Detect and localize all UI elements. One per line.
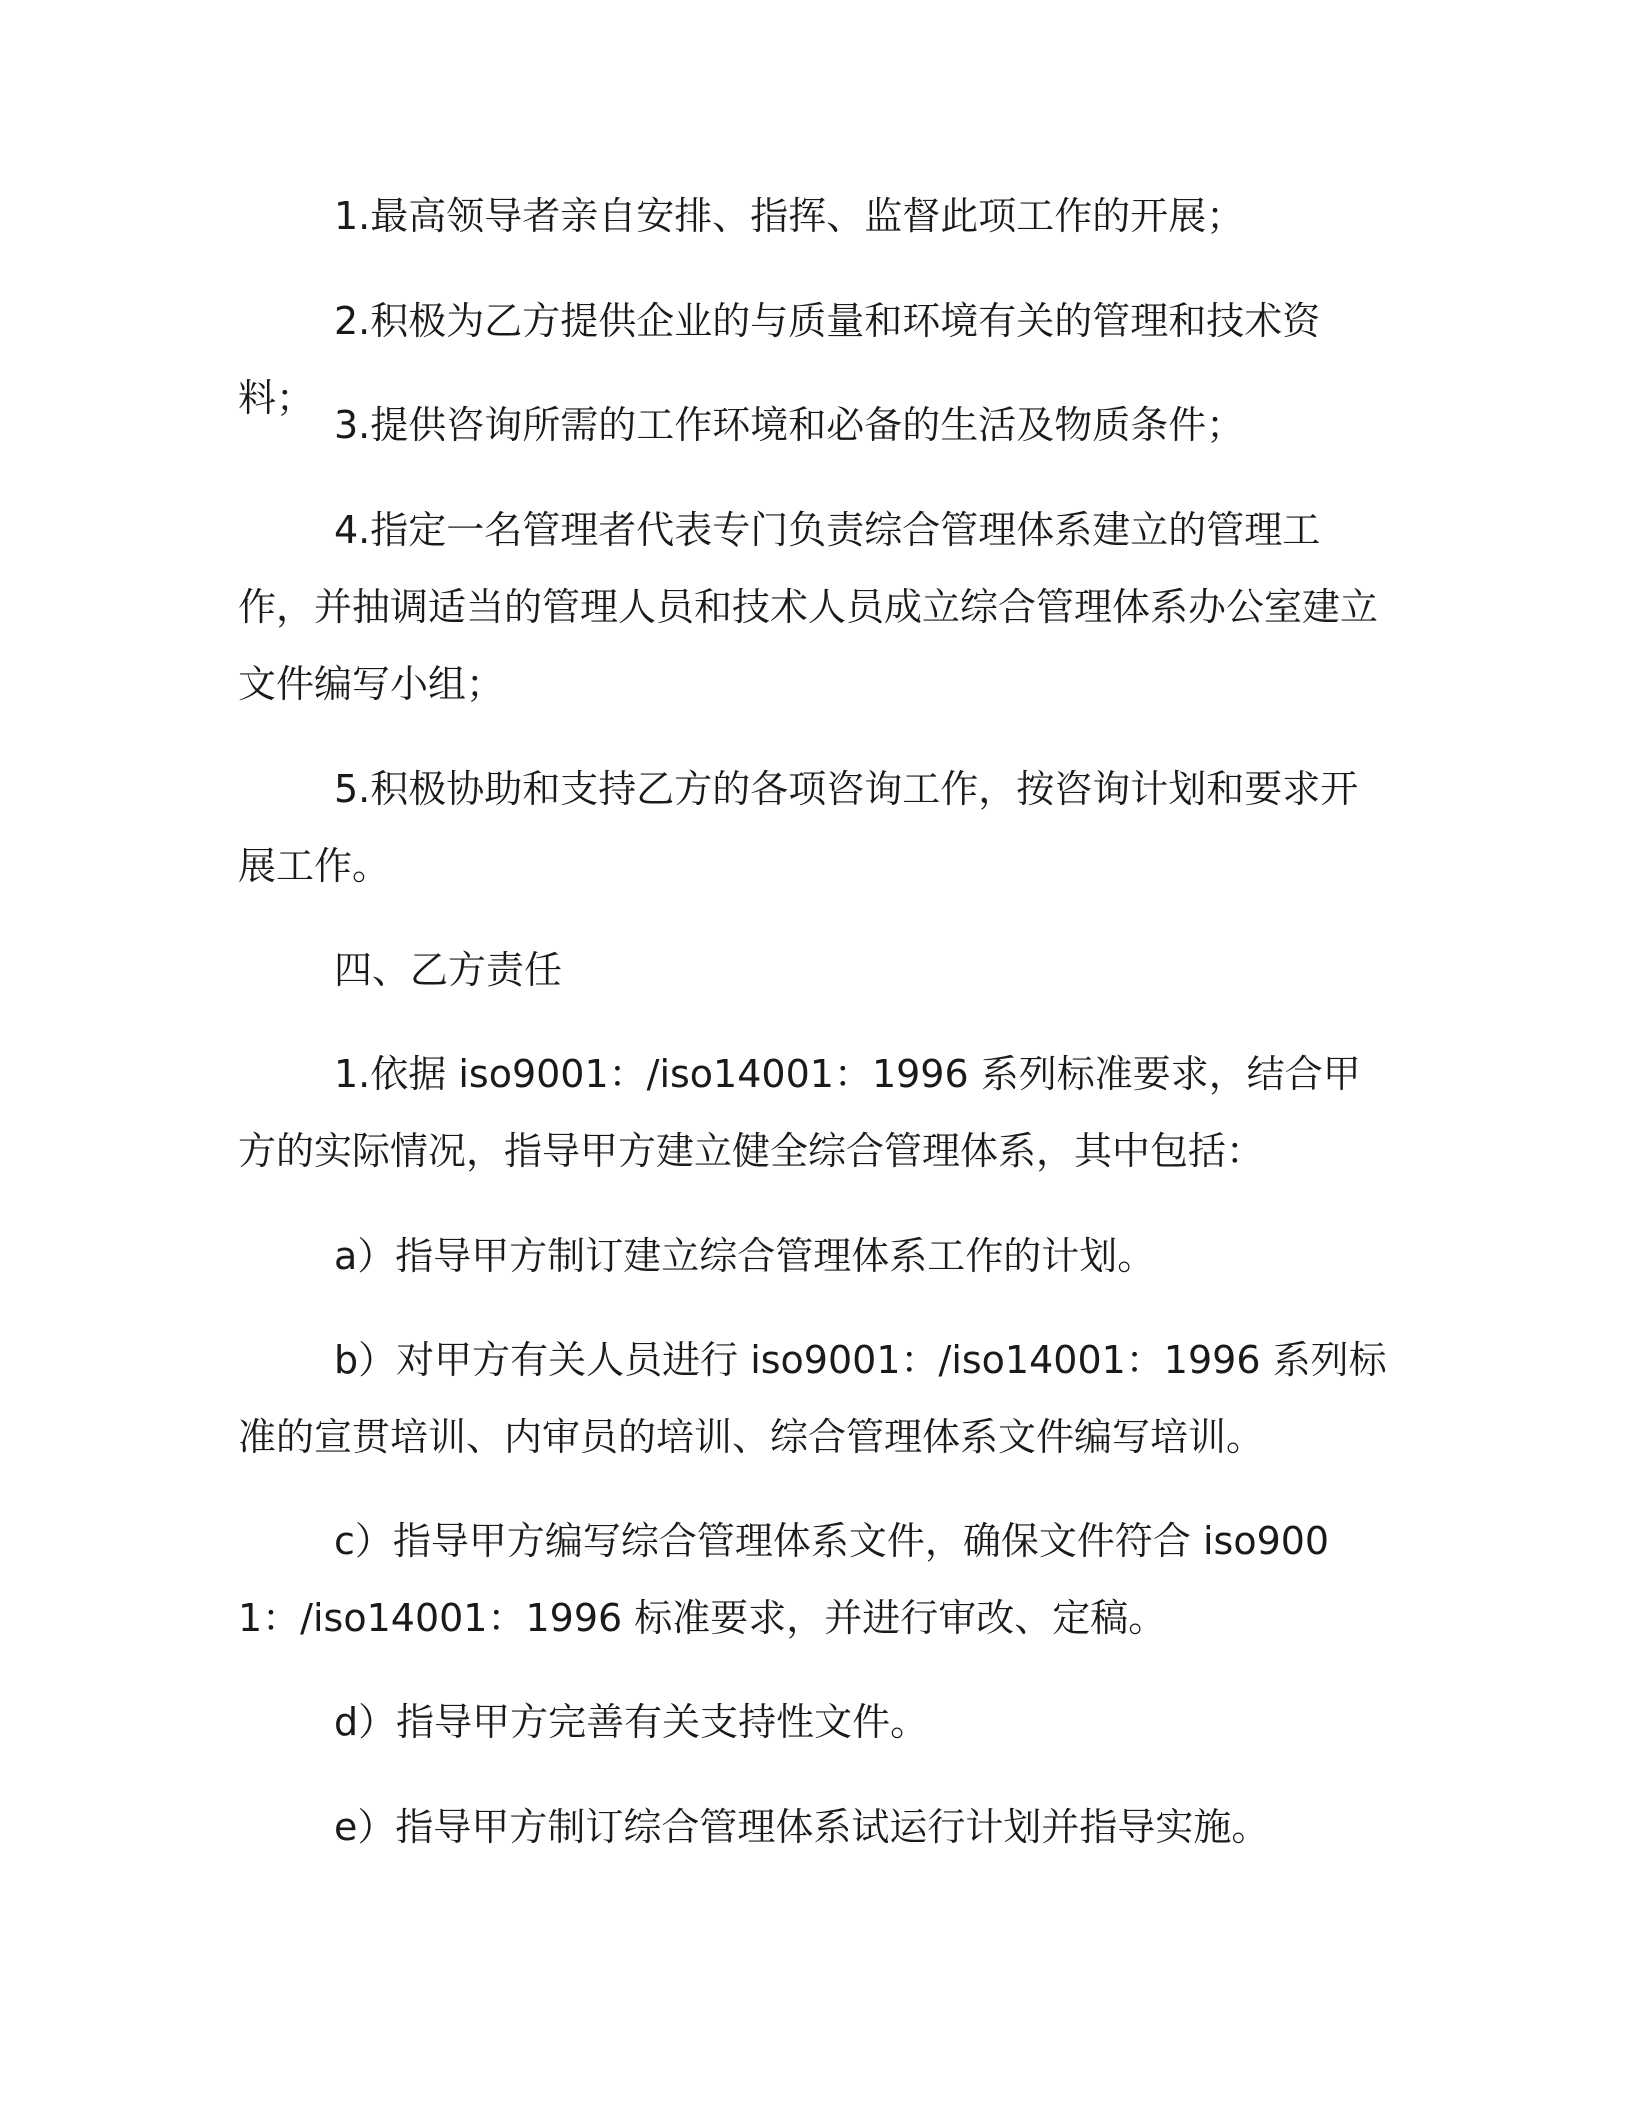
paragraph-5: 5.积极协助和支持乙方的各项咨询工作，按咨询计划和要求开展工作。 — [238, 767, 1359, 888]
list-item-a: a）指导甲方制订建立综合管理体系工作的计划。 — [334, 1234, 1156, 1278]
section-heading: 四、乙方责任 — [334, 948, 563, 992]
paragraph-3: 3.提供咨询所需的工作环境和必备的生活及物质条件； — [334, 403, 1245, 447]
paragraph-1: 1.最高领导者亲自安排、指挥、监督此项工作的开展； — [334, 194, 1245, 238]
paragraph-4: 4.指定一名管理者代表专门负责综合管理体系建立的管理工作，并抽调适当的管理人员和技术人员成立综合管理体系办公室建立文件编写小组； — [238, 508, 1379, 706]
list-item-c: c）指导甲方编写综合管理体系文件，确保文件符合 iso9001：/iso14001：1996 标准要求，并进行审改、定稿。 — [238, 1519, 1330, 1640]
paragraph-6: 1.依据 iso9001：/iso14001：1996 系列标准要求，结合甲方的实际情况，指导甲方建立健全综合管理体系，其中包括： — [238, 1052, 1361, 1173]
paragraph-2: 2.积极为乙方提供企业的与质量和环境有关的管理和技术资料； — [238, 299, 1321, 420]
list-item-e: e）指导甲方制订综合管理体系试运行计划并指导实施。 — [334, 1805, 1270, 1849]
list-item-b: b）对甲方有关人员进行 iso9001：/iso14001：1996 系列标准的宣贯培训、内审员的培训、综合管理体系文件编写培训。 — [238, 1338, 1387, 1459]
list-item-d: d）指导甲方完善有关支持性文件。 — [334, 1700, 929, 1744]
